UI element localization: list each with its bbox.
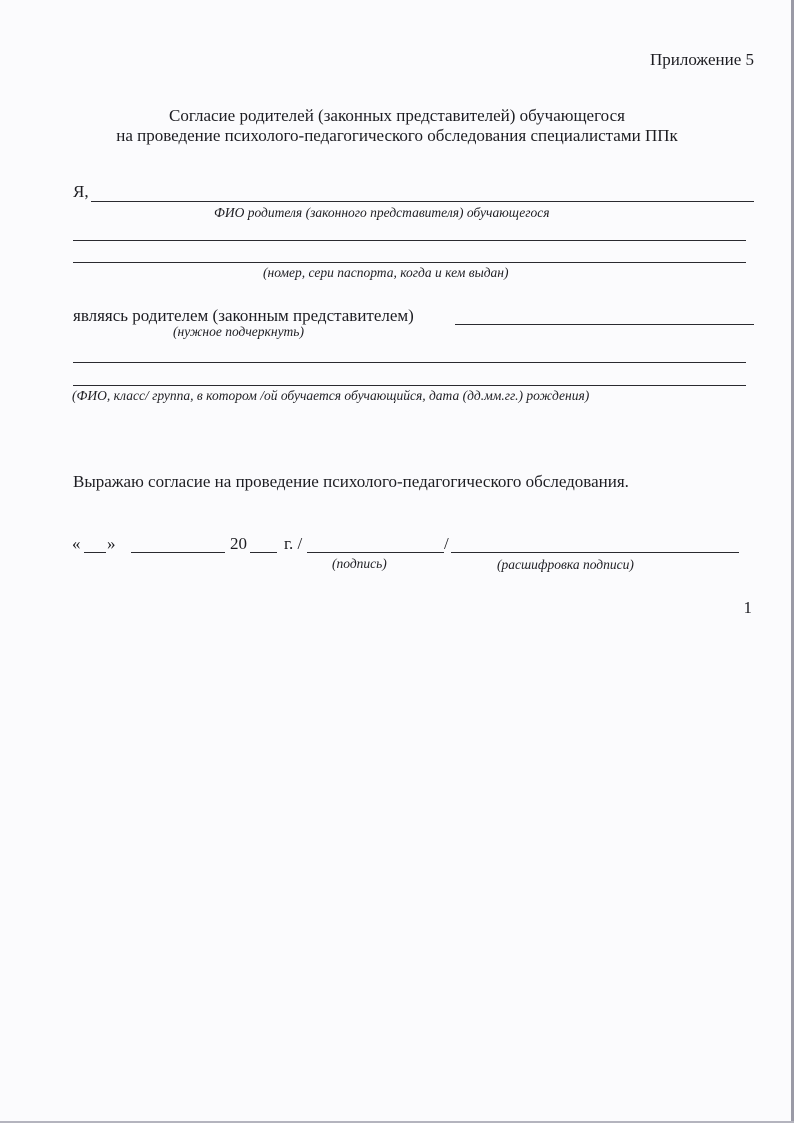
parent-name-field[interactable] xyxy=(91,201,754,202)
being-parent-label: являясь родителем (законным представителем) xyxy=(73,306,414,325)
date-close-quote: » xyxy=(107,534,116,553)
document-title-line1: Согласие родителей (законных представителей) обучающегося xyxy=(169,106,625,125)
signature-decoding-hint: (расшифровка подписи) xyxy=(497,557,634,572)
consent-statement: Выражаю согласие на проведение психолого-педагогического обследования. xyxy=(73,472,629,491)
year-field[interactable] xyxy=(250,552,277,553)
passport-field-line2[interactable] xyxy=(73,262,746,263)
date-open-quote: « xyxy=(72,534,81,553)
month-field[interactable] xyxy=(131,552,225,553)
day-field[interactable] xyxy=(84,552,106,553)
appendix-label: Приложение 5 xyxy=(650,50,754,69)
underline-hint: (нужное подчеркнуть) xyxy=(173,324,304,339)
signature-slash: / xyxy=(444,534,449,553)
signature-decoding-field[interactable] xyxy=(451,552,739,553)
year-prefix: 20 xyxy=(230,534,247,553)
student-hint: (ФИО, класс/ группа, в котором /ой обучается обучающийся, дата (дд.мм.гг.) рождения) xyxy=(72,388,590,403)
document-title-line2: на проведение психолого-педагогического обследования специалистами ППк xyxy=(116,126,678,145)
signature-field[interactable] xyxy=(307,552,444,553)
parent-name-hint: ФИО родителя (законного представителя) обучающегося xyxy=(214,205,550,220)
student-field-line1[interactable] xyxy=(73,362,746,363)
year-suffix: г. / xyxy=(284,534,303,553)
signature-hint: (подпись) xyxy=(332,556,387,571)
page-number: 1 xyxy=(743,598,752,617)
passport-hint: (номер, сери паспорта, когда и кем выдан) xyxy=(263,265,509,280)
passport-field-line1[interactable] xyxy=(73,240,746,241)
i-prefix: Я, xyxy=(73,182,89,201)
parent-relation-field[interactable] xyxy=(455,324,754,325)
student-field-line2[interactable] xyxy=(73,385,746,386)
